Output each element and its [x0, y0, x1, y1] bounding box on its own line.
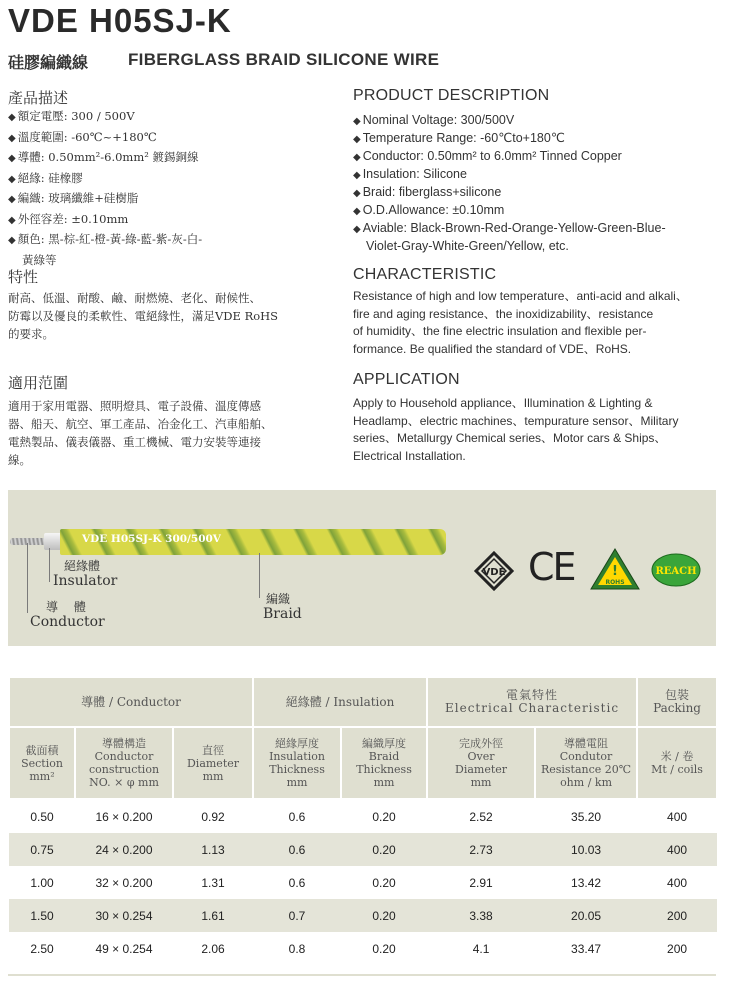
col-section: 截面積 Section mm²	[9, 727, 75, 799]
group-electrical: 電氣特性 Electrical Characteristic	[427, 677, 637, 727]
table-row: 1.00 32 × 0.200 1.31 0.6 0.20 2.91 13.42 400	[30, 875, 688, 890]
list-item: 黃綠等	[22, 252, 57, 267]
list-item: ◆ O.D.Allowance: ±0.10mm	[353, 203, 505, 217]
bullet-icon: ◆	[353, 152, 361, 163]
group-insulation: 絕緣體 / Insulation	[253, 677, 427, 727]
characteristic-en-heading: CHARACTERISTIC	[353, 266, 497, 283]
list-item: ◆ 導體: 0.50mm²-6.0mm² 鍍錫銅線	[8, 150, 199, 164]
ce-mark-icon: CE	[528, 545, 575, 589]
characteristic-en-text: Resistance of high and low temperature、anti-acid and alkali、 fire and aging resistance、the inoxidizability、resistance of humidity、the fine electric insulation and flexible per- formance. Be qualified the standard of VDE、RoHS.	[353, 289, 688, 356]
insulator-leader	[49, 548, 50, 582]
characteristic-cn-text: 耐高、低溫、耐酸、鹼、耐燃燒、老化、耐候性、 防霉以及優良的柔軟性、電絕緣性，滿足VDE RoHS 的要求。	[8, 291, 279, 341]
bullet-icon: ◆	[353, 224, 361, 235]
conductor-label-cn: 導 體	[46, 600, 92, 614]
group-packing: 包裝 Packing	[637, 677, 717, 727]
list-item: ◆ 外徑容差: ±0.10mm	[8, 211, 129, 226]
table-row: 0.75 24 × 0.200 1.13 0.6 0.20 2.73 10.03 400	[9, 833, 717, 866]
col-diameter: 直徑 Diameter mm	[173, 727, 253, 799]
list-item: ◆ Temperature Range: -60℃to+180℃	[353, 131, 565, 145]
table-row: 2.50 49 × 0.254 2.06 0.8 0.20 4.1 33.47 200	[30, 941, 688, 956]
bullet-icon: ◆	[353, 134, 361, 145]
bullet-icon: ◆	[8, 112, 16, 123]
group-conductor: 導體 / Conductor	[9, 677, 253, 727]
bullet-icon: ◆	[353, 188, 361, 199]
description-en-list	[353, 112, 666, 255]
col-insulation-thickness: 絕緣厚度 Insulation Thickness mm	[253, 727, 341, 799]
application-en-text: Apply to Household appliance、Illumination & Lighting & Headlamp、electric machines、tempurature sensor、Military series、Metallurgy Chemical series、Motor cars & Ships、 Electrical Installation.	[353, 396, 679, 463]
list-item: Violet-Gray-White-Green/Yellow, etc.	[366, 239, 569, 253]
vde-mark-icon	[474, 551, 514, 591]
braid-label-en: Braid	[263, 606, 302, 622]
characteristic-cn-heading: 特性	[8, 268, 39, 286]
list-item: ◆ Insulation: Silicone	[353, 167, 467, 181]
list-item: ◆ 編織: 玻璃纖維+硅樹脂	[8, 191, 139, 205]
col-braid-thickness: 編織厚度 Braid Thickness mm	[341, 727, 427, 799]
list-item: ◆ Braid: fiberglass+silicone	[353, 185, 502, 199]
bullet-icon: ◆	[8, 132, 16, 144]
description-en-heading: PRODUCT DESCRIPTION	[353, 87, 550, 104]
bottom-rule	[8, 974, 716, 976]
rohs-mark-text: ROHS	[605, 579, 625, 586]
col-construction: 導體構造 Conductor construction NO. × φ mm	[75, 727, 173, 799]
bullet-icon: ◆	[8, 214, 16, 226]
spec-table	[8, 676, 718, 965]
list-item: ◆ 絕緣: 硅橡膠	[8, 170, 83, 185]
insulator-label-en: Insulator	[53, 573, 118, 589]
bullet-icon: ◆	[353, 170, 361, 181]
page-title: VDE H05SJ-K	[8, 2, 232, 39]
conductor-label-en: Conductor	[30, 614, 105, 630]
bullet-icon: ◆	[8, 235, 16, 246]
description-cn-heading: 產品描述	[8, 89, 69, 107]
insulator-label-cn: 絕緣體	[64, 559, 101, 573]
bullet-icon: ◆	[353, 206, 361, 217]
list-item: ◆ Aviable: Black-Brown-Red-Orange-Yellow-Green-Blue-	[353, 221, 666, 235]
col-packing: 米 / 卷 Mt / coils	[637, 727, 717, 799]
list-item: ◆ 顏色: 黑-棕-紅-橙-黃-綠-藍-紫-灰-白-	[8, 232, 203, 246]
reach-mark-icon	[651, 553, 701, 587]
conductor-leader	[27, 543, 28, 613]
description-cn-list	[8, 107, 202, 270]
reach-mark-text: REACH	[655, 566, 697, 577]
application-cn-heading: 適用范圍	[8, 374, 69, 392]
application-cn-text: 適用于家用電器、照明燈具、電子設備、溫度傳感 器、船天、航空、軍工產品、冶金化工、汽車船舶、 電熱製品、儀表儀器、重工機械、電力安裝等連接 線。	[8, 399, 273, 467]
col-over-diameter: 完成外徑 Over Diameter mm	[427, 727, 535, 799]
cable-print: VDE H05SJ-K 300/500V	[82, 533, 221, 545]
bullet-icon: ◆	[8, 173, 16, 185]
vde-mark-text: VDE	[482, 567, 506, 578]
table-row: 0.50 16 × 0.200 0.92 0.6 0.20 2.52 35.20 400	[30, 809, 688, 824]
bullet-icon: ◆	[8, 153, 16, 164]
subtitle-chinese: 硅膠編織線	[8, 53, 89, 72]
braid-leader	[259, 553, 260, 598]
braid-label-cn: 編織	[266, 592, 291, 606]
list-item: ◆ Conductor: 0.50mm² to 6.0mm² Tinned Copper	[353, 149, 622, 163]
list-item: ◆ 溫度範圍: -60℃~+180℃	[8, 129, 157, 144]
svg-text:!: !	[612, 564, 618, 579]
list-item: ◆ Nominal Voltage: 300/500V	[353, 113, 515, 127]
list-item: ◆ 額定電壓: 300 / 500V	[8, 109, 135, 123]
rohs-mark-icon	[590, 548, 640, 590]
bullet-icon: ◆	[353, 116, 361, 127]
bullet-icon: ◆	[8, 194, 16, 205]
application-en-heading: APPLICATION	[353, 371, 460, 388]
table-row: 1.50 30 × 0.254 1.61 0.7 0.20 3.38 20.05 200	[9, 899, 717, 932]
conductor-strands	[10, 538, 48, 545]
subtitle-english: FIBERGLASS BRAID SILICONE WIRE	[128, 50, 440, 69]
col-resistance: 導體電阻 Condutor Resistance 20℃ ohm / km	[535, 727, 637, 799]
